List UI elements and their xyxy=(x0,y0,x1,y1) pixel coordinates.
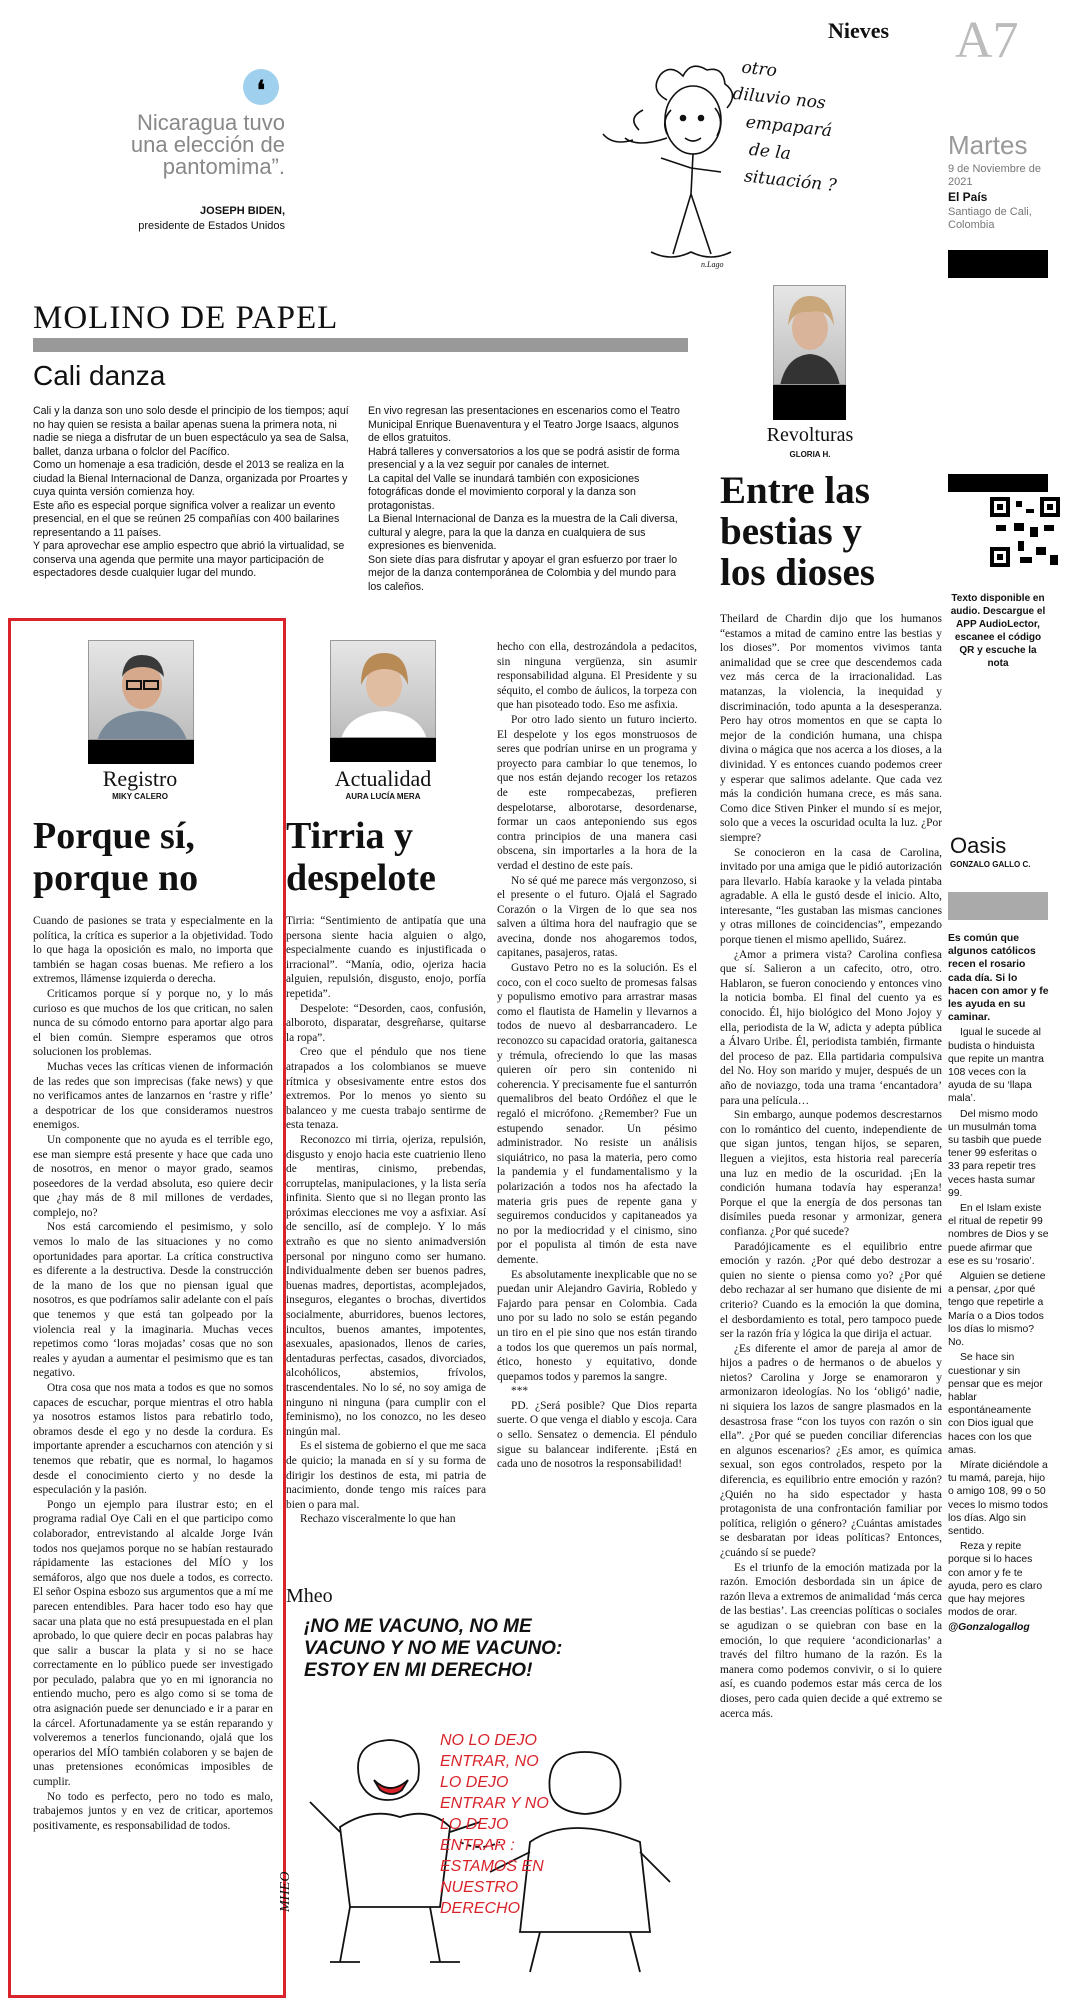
oasis-para: Del mismo modo un musulmán toma su tasbih que puede tener 99 esferitas o 33 para repetir tres veces hasta sumar 99. xyxy=(948,1108,1042,1199)
actualidad-col1 xyxy=(286,914,486,1584)
quote-block xyxy=(95,65,285,245)
molino-para: La capital del Valle se inundará también con exposiciones fotográficas donde el movimiento corporal y la danza son protagonistas. xyxy=(368,472,640,512)
revolturas-title xyxy=(720,470,950,593)
actualidad-section: Actualidad xyxy=(334,766,432,791)
paper-name: El País xyxy=(948,190,988,204)
day: Martes xyxy=(948,130,1028,160)
mheo-speech-1: ¡NO ME VACUNO, NO ME VACUNO Y NO ME VACUNO: ESTOY EN MI DERECHO! xyxy=(304,1616,563,1681)
body-para: hecho con ella, destrozándola a pedacitos, sin ninguna vergüenza, sin asumir responsabilidad alguna. El Presidente y su séquito, el combo de áulicos, la torpeza con que han pisoteado todo. Eso me asfixia. xyxy=(497,641,697,712)
quote-mark-icon: ❛ xyxy=(243,69,279,105)
molino-para: Habrá talleres y conversatorios a los que se podrá asistir de forma presencial y a la vez seguir por canales de internet. xyxy=(368,445,680,471)
author-photo-gloria xyxy=(773,285,846,385)
qr-code-icon[interactable] xyxy=(990,497,1060,567)
quote-role: presidente de Estados Unidos xyxy=(138,220,285,232)
body-para: Muchas veces las críticas vienen de información de las redes que son imprecisas (fake news) y que no verificamos antes de lanzarnos en ‘rastre y rifle’ a despotricar de los que consideramos nuestros enemigos. xyxy=(33,1060,273,1132)
molino-col2 xyxy=(368,405,690,594)
body-para: Creo que el péndulo que nos tiene atrapados a los colombianos se mueve rítmica y obsesivamente entre estos dos extremos. Por lo menos yo siento su balanceo y me cuesta trabajo sentirme de esta tenaza. xyxy=(286,1046,486,1132)
quote-text: Nicaragua tuvo una elección de pantomima”. xyxy=(130,110,285,179)
body-para: Nos está carcomiendo el pesimismo, y solo vemos lo malo de las situaciones y no como oportunidades para aportar. La crítica constructiva es diferente a la destructiva. Desde la construcción de la mano de los que no piensan igual que nosotros, es que podríamos salir adelante con el país que tenemos y que está tan golpeado por la violencia real y la imaginaria. Muchas veces repetimos como ‘loras mojadas’ cosas que no son reales y ayudan a aumentar el pesimismo que es tan negativo. xyxy=(33,1221,273,1380)
body-para: No sé qué me parece más vergonzoso, si el presente o el futuro. Ojalá el Sagrado Corazón o la Virgen de lo que sea nos salven a última hora del naufragio que se avecina, donde nos ahogaremos todos, capitanes, pasajeros, ratas. xyxy=(497,874,697,960)
oasis-author: GONZALO GALLO C. xyxy=(950,860,1031,869)
body-para: Es absolutamente inexplicable que no se puedan unir Alejandro Gaviria, Robledo y Fajardo para pensar en Colombia. Cada uno por su lado no solo se están pegando un tiro en el pie sino que nos están tirando a todos los que queremos un país normal, ético, honesto y equitativo, donde quepamos todos y paremos la sangre. xyxy=(497,1268,697,1383)
oasis-lead: Es común que algunos católicos recen el rosario cada día. Si lo hacen con amor y fe les ayuda en su caminar. xyxy=(948,933,1049,1024)
body-para: Criticamos porque sí y porque no, y lo más curioso es que muchos de los que critican, no salen nunca de su cómodo entorno para aportar algo para el bien común. Siempre esperamos que otros solucionen los problemas. xyxy=(33,987,273,1059)
author-photo-bar xyxy=(88,740,194,764)
molino-para: Cali y la danza son uno solo desde el principio de los tiempos; aquí no hay quien se resista a bailar apenas suena la primera nota, ni nadie se niega a disfrutar de un buen espectáculo ya sea de Salsa, ballet, danza urbana o folclor del Pacífico. xyxy=(33,405,349,458)
body-para: Cuando de pasiones se trata y especialmente en la política, la crítica es superior a la objetividad. Todo lo que haga la oposición es malo, no importa que también se hagan cosas buenas. Me refiero a los extremos, llámense izquierda o derecha. xyxy=(33,915,273,986)
body-para: Un componente que no ayuda es el terrible ego, ese man siempre está presente y hace que cada uno de nosotros, en menor o mayor grado, seamos poseedores de la verdad absoluta, eso quiere decir que ¿hay más de 8 mil millones de verdades, complejo, no? xyxy=(33,1133,273,1219)
masthead-black-bar xyxy=(948,250,1048,278)
title-line: los dioses xyxy=(720,551,875,594)
body-para: Pongo un ejemplo para ilustrar esto; en el programa radial Oye Cali en el que participo como colaborador, entrevistando al alcalde Jorge Iván todos nos quejamos porque no se habían restaurado rápidamente las estaciones del MÍO y los semáforos, algo que nos duele a todos, es correcto. El señor Ospina esbozo sus argumentos que a mí me parecen entendibles. Para hacer todo eso hay que sacar una plata que no está presupuestada en el plan aprobado, lo que quiere decir en pocas palabras hay que salir a buscar la plata y si no se hace correctamente en lo público puede ser investigado por peculado, palabra que yo en mi ignorancia no entiendo mucho, pero es algo como si se toma de otra asignación puede ser denunciado e ir a parar en la cárcel. Afortunadamente ya se están reparando y volveremos a tenerlos funcionando, ojalá que los operarios del MÍO también colaboren y se bajen de unas pretensiones económicas imposibles de cumplir. xyxy=(33,1498,273,1789)
molino-gray-bar xyxy=(33,338,688,352)
molino-para: Este año es especial porque significa volver a realizar un evento presencial, en el que se reúnen 25 compañías con 400 bailarines representando a 11 países. xyxy=(33,499,340,539)
cartoon-line: diluvio nos xyxy=(731,83,827,114)
actualidad-title xyxy=(286,815,486,899)
molino-para: Son siete días para disfrutar y apoyar el gran esfuerzo por traer lo mejor de la danza contemporánea de Colombia y del mundo para los caleños. xyxy=(368,553,678,593)
molino-para: En vivo regresan las presentaciones en escenarios como el Teatro Municipal Enrique Buenaventura y el Teatro Jorge Isaacs, algunos de ellos gratuitos. xyxy=(368,405,680,444)
body-para: Otra cosa que nos mata a todos es que no somos capaces de escuchar, porque mientras el otro habla ya nosotros estamos listos para rebatirlo todo, obramos desde el ego y no desde la cordura. Es importante aprender a escucharnos con atención y si tenemos que rebatir, que es normal, lo hagamos desde el conocimiento cierto y no desde la especulación y la pasión. xyxy=(33,1382,273,1497)
molino-para: Como un homenaje a esa tradición, desde el 2013 se realiza en la ciudad la Bienal Internacional de Danza, organizada por Proartes y cuya quinta versión comienza hoy. xyxy=(33,459,348,498)
cartoon-line: empapará xyxy=(744,112,833,142)
actualidad-author: AURA LUCÍA MERA xyxy=(345,792,421,801)
qr-caption: Texto disponible en audio. Descargue el APP AudioLector, escanee el código QR y escuche la nota xyxy=(950,593,1046,669)
body-para: Theilard de Chardin dijo que los humanos “estamos a mitad de camino entre las bestias y los dioses”. Por momentos vivimos tanta animalidad que se cree que descendemos cada vez más cerca de la irracionalidad. Las matanzas, la violencia, la inequidad y discriminación, todo apunta a la desesperanza. Pero hay otros momentos en que se capta lo mejor de la condición humana, una chispa divina o mágica que nos acerca a los dioses, a la divinidad. Y es entonces cuando podemos creer y esperar que salimos adelante. Que cada vez más la condición humana crece, es más sana. Como dice Stiven Pinker el mundo sí es mejor, solo que a veces la oscuridad oculta la luz. ¿Por siempre? xyxy=(720,613,942,844)
sidebar-black-bar xyxy=(948,474,1048,492)
oasis-para: Reza y repite porque si lo haces con amor y fe te ayuda, pero es claro que hay mejores modos de orar. xyxy=(948,1541,1043,1619)
body-para: Despelote: “Desorden, caos, confusión, alboroto, disparatar, desgreñarse, quitarse la ropa”. xyxy=(286,1002,486,1044)
title-line: Entre las xyxy=(720,469,870,512)
cartoon-line: de la xyxy=(748,139,792,165)
actualidad-col2 xyxy=(497,640,697,1472)
cartoon-text xyxy=(723,54,886,204)
cartoon-line: otro xyxy=(740,57,778,82)
body-para: Gustavo Petro no es la solución. Es el coco, con el coco suelto de promesas falsas y populismo emotivo para arrastrar masas como el flautista de Hamelin y llevarnos a todos de nuevo al desbarrancadero. Le reconozco su capacidad oratoria, gaitanesca y trémula, ofreciendo lo que las masas quieren oír pero sin contenido ni coherencia. Y precisamente fue el santurrón quemalibros del beato Ordóñez el que le regaló el micrófono. ¿Remember? Fue un estupendo senador. Un pésimo administrador. No resiste un análisis siquiátrico, no pasa la materia, pero como la pandemia y el fundamentalismo y la polarización a todos nos ha afectado la materia gris pues de repente gana y seguiremos conducidos y capitaneados ya no por la mediocridad y el cinismo, sino por el populista al timón de esta nave demente. xyxy=(497,962,697,1266)
oasis-para: Alguien se detiene a pensar, ¿por qué tengo que repetirle a María o a Dios todos los días lo mismo? No. xyxy=(948,1271,1046,1349)
title-line: Porque sí, xyxy=(33,815,195,857)
title-line: porque no xyxy=(33,857,199,899)
body-para: PD. ¿Será posible? Que Dios reparta suerte. O que venga el diablo y escoja. Cara o sello. Sensatez o demencia. El péndulo sigue su balancear indiferente. ¡Está en cada uno de nosotros la responsabilidad! xyxy=(497,1399,697,1471)
mheo-cartoon xyxy=(278,1612,700,1982)
nieves-label: Nieves xyxy=(828,18,890,43)
body-para: Rechazo visceralmente lo que han xyxy=(300,1513,456,1526)
author-photo-bar xyxy=(330,738,436,762)
city: Santiago de Cali, Colombia xyxy=(948,206,1032,231)
body-para: Es el triunfo de la emoción matizada por la razón. Emoción desbordada sin un ápice de razón lleva a extremos de animalidad ‘más cerca de las bestias’. Las creencias políticas o sociales se agudizan o se quiebran con base en la emoción, lo que requiere ‘acondicionarlas’ a través del filtro humano de la razón. Es la manera como podemos convivir, o si lo quiere así, es cuando podemos estar más cerca de los dioses, pero cada quien decide a qué extremo se acerca más. xyxy=(720,1561,942,1720)
cartoon-signature: n.Lago xyxy=(701,260,724,269)
molino-para: La Bienal Internacional de Danza es la muestra de la Cali diversa, cultural y alegre, para la que la danza en cualquiera de sus expresiones es bienvenida. xyxy=(368,513,678,552)
body-para: ¿Es diferente el amor de pareja al amor de hijos a padres o de hermanos o de abuelos y nietos? Carolina y Jorge se enamoraron y armonizaron ideologías. No los ‘obligó’ nadie, ni siquiera los lazos de sangre plasmados en la desastrosa frase “con los tuyos con razón o sin ella”. ¿Por qué se pueden conciliar diferencias en algunos escenarios? ¿Es amor, es química sexual, son egos controlados, respeto por la diferencia, es equilibrio entre emoción y razón? ¿Quién no ha sido espectador y hasta protagonista de una confrontación familiar por política, religión o género? ¿Cuántas amistades se desbaratan por ideas políticas? Entonces, ¿cuándo sí se puede? xyxy=(720,1342,942,1559)
registro-body xyxy=(33,914,273,1833)
body-para: *** xyxy=(511,1385,529,1398)
body-para: Tirria: “Sentimiento de antipatía que una persona siente hacia alguien o algo, especialmente cuando es injustificada o irracional”. “Manía, odio, ojeriza hacia alguien, repulsión, disgusto, enojo, porfía repetida”. xyxy=(286,915,486,1000)
oasis-body xyxy=(948,932,1050,1635)
revolturas-author: GLORIA H. xyxy=(789,450,831,459)
oasis-para: En el Islam existe el ritual de repetir 99 nombres de Dios y se puede afirmar que ese es su ‘rosario’. xyxy=(948,1203,1049,1267)
author-photo-bar xyxy=(773,385,846,420)
revolturas-body xyxy=(720,612,942,1721)
top-cartoon xyxy=(575,48,885,278)
author-photo-miky xyxy=(88,640,194,740)
body-para: Se conocieron en la casa de Carolina, invitado por una amiga que le pidió autorización para llevarlo. Había karaoke y la velada pintaba agradable. A ella le gustó desde el inicio. Alto, interesante, “les gustaban las mismas canciones y otras millones de coincidencias”, empezando porque tienen el mismo apellido, Suárez. xyxy=(720,846,942,947)
oasis-para: Mírate diciéndole a tu mamá, pareja, hijo o amigo 108, 99 o 50 veces lo mismo todos los días. Algo sin sentido. xyxy=(948,1459,1048,1537)
title-line: bestias y xyxy=(720,510,862,553)
registro-author: MIKY CALERO xyxy=(112,792,168,801)
body-para: Sin embargo, aunque podemos descrestarnos con lo romántico del cuento, independiente de que sigan juntos, tengan hijos, se separen, lleguen a viejitos, esta historia real parecería una luz en medio de la oscuridad. ¡En la condición humana todavía hay esperanza! Porque el que la energía de dos personas tan disímiles pueda resonar y armonizar, genera confianza. ¿Por qué sucede? xyxy=(720,1109,942,1238)
body-para: Paradójicamente es el equilibrio entre emoción y razón. ¿Por qué debo destrozar a quien no siente o piensa como yo? ¿Por qué debo rechazar al ser humano que disiente de mi criterio? Cuando es la emoción la que domina, el desbordamiento es total, pero tampoco puede ser la razón fría y lógica la que dirija el actuar. xyxy=(720,1240,942,1341)
quote-author: JOSEPH BIDEN, xyxy=(200,205,285,217)
mheo-signature: MHEO xyxy=(278,1871,293,1912)
oasis-title: Oasis xyxy=(950,833,1007,858)
molino-para: Y para aprovechar ese amplio espectro que abrió la virtualidad, se conserva una agenda que permite una mayor participación de espectadores desde cualquier lugar del mundo. xyxy=(33,540,345,579)
body-para: No todo es perfecto, pero no todo es malo, trabajemos juntos y en vez de criticar, aportemos positivamente, es responsabilidad de todos. xyxy=(33,1790,273,1832)
oasis-para: Igual le sucede al budista o hinduista que repite un mantra 108 veces con la ayuda de su ‘llapa mala’. xyxy=(948,1027,1044,1105)
revolturas-section: Revolturas xyxy=(766,424,854,446)
body-para: Por otro lado siento un futuro incierto. El despelote y los egos monstruosos de seres que podrían unirse en un programa y proyecto para cambiar lo que tenemos, lo que nos están dejando recoger los retazos de este rompecabezas, prefieren despelotarse, alborotarse, desordenarse, formar un caos anteponiendo sus egos contra principios de una manera casi obscena, sin importarles a la hora de la verdad el destino de este país. xyxy=(497,713,697,872)
body-para: ¿Amor a primera vista? Carolina confiesa que sí. Salieron a un cafecito, otro, otro. Hablaron, se fueron conociendo y entonces vino la noticia bomba. El final del cuento ya es conocido. Él, hijo biológico del Mono Jojoy y ella, periodista de la W, adicta y adepta pública a Álvaro Uribe. Él, periodista también, firmante del proceso de paz. Ella partidaria compulsiva del No. Hoy son marido y mujer, después de un año de noviazgo, toda una trama ‘encantadora’ para una película… xyxy=(720,948,942,1107)
mheo-speech-2: NO LO DEJO ENTRAR, NO LO DEJO ENTRAR Y NO LO DEJO ENTRAR : ESTAMOS EN NUESTRO DERECHO xyxy=(440,1732,549,1917)
registro-title xyxy=(33,815,273,899)
author-photo-aura xyxy=(330,640,436,738)
body-para: Reconozco mi tirria, ojeriza, repulsión, disgusto y enojo hacia este cuatrienio lleno de mentiras, cinismo, prebendas, corruptelas, manipulaciones, y la lista sería infinita. Siento que si no llegan pronto las próximas elecciones me voy a asfixiar. Así de sencillo, así de complejo. Y lo más extraño es que no siento animadversión personal por ninguno como ser humano. Individualmente deben ser buenos padres, buenas madres, deportistas, acomplejados, inseguros, elegantes o brochas, divertidos socialmente, aburridores, buenos lectores, incultos, buenos amantes, impotentes, asexuales, apasionados, llenos de caries, dentaduras perfectas, casados, divorciados, alcohólicos, abstemios, frívolos, trascendentales. No lo sé, no soy amiga de ninguno ni ninguna (para cumplir con el feminismo), no los conozco, no les deseo ningún mal. xyxy=(286,1133,486,1438)
body-para: Es el sistema de gobierno el que me saca de quicio; la manada en sí y su forma de dirigir los destinos de esta, mi patria de nacimiento, donde tengo mis raíces para bien o para mal. xyxy=(286,1440,486,1511)
title-line: despelote xyxy=(286,857,436,899)
cartoon-line: situación ? xyxy=(743,166,838,197)
title-line: Tirria y xyxy=(286,815,414,857)
oasis-para: Se hace sin cuestionar y sin pensar que es mejor hablar espontáneamente con Dios igual que haces con los que amas. xyxy=(948,1352,1043,1456)
mheo-label: Mheo xyxy=(286,1585,333,1607)
oasis-gray-box xyxy=(948,892,1048,920)
molino-section-title: MOLINO DE PAPEL xyxy=(33,300,339,336)
page-number: A7 xyxy=(955,12,1019,69)
oasis-handle[interactable]: @Gonzalogallog xyxy=(948,1622,1030,1634)
date: 9 de Noviembre de 2021 xyxy=(948,163,1041,188)
molino-title: Cali danza xyxy=(33,360,166,391)
molino-col1 xyxy=(33,405,353,581)
registro-section: Registro xyxy=(102,766,178,791)
